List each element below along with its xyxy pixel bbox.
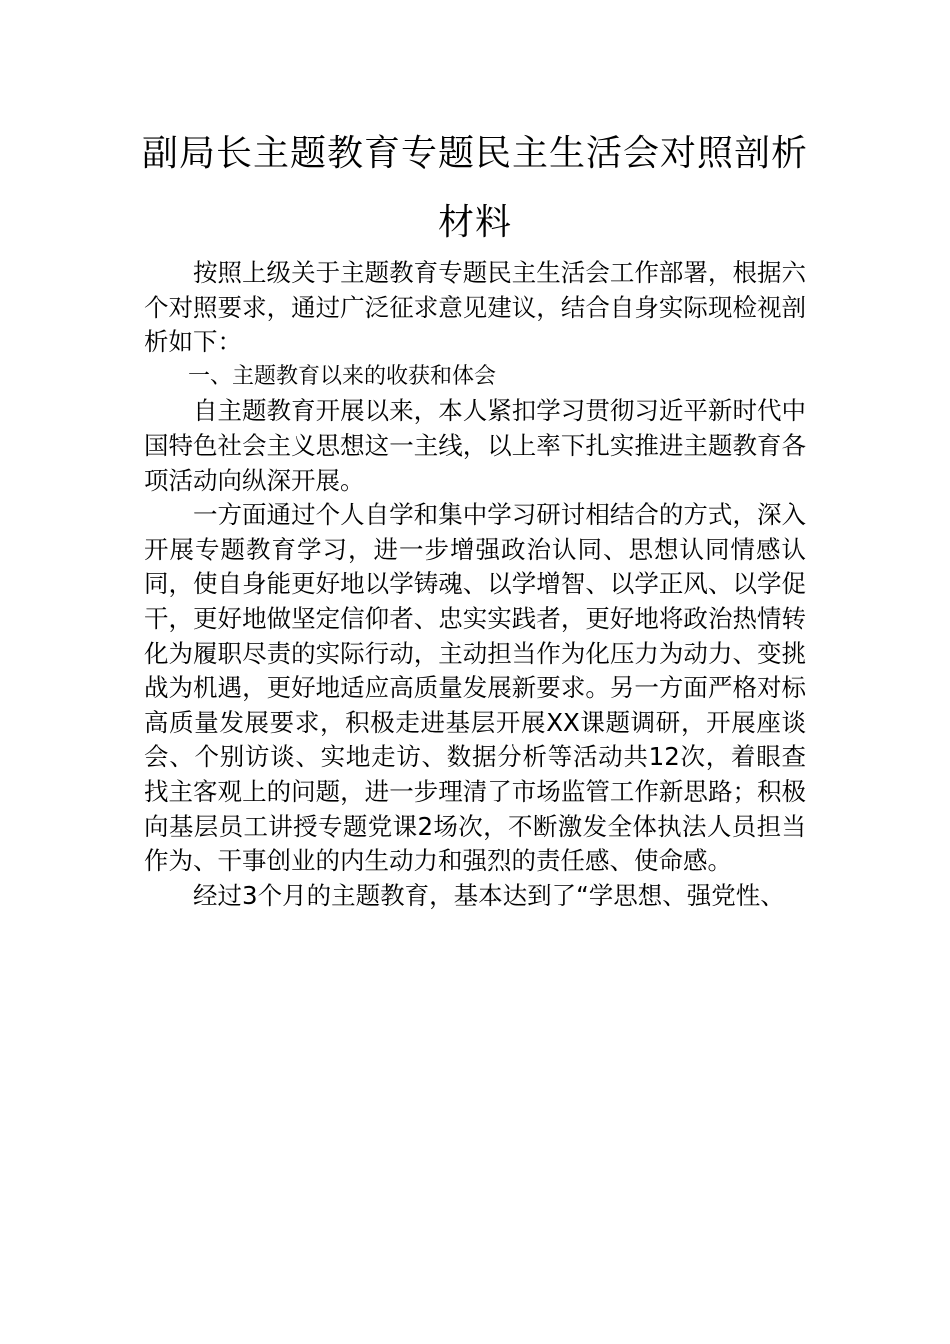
body-paragraph-3: 经过3个月的主题教育，基本达到了“学思想、强党性、 — [193, 880, 785, 910]
body-paragraph-2: 一方面通过个人自学和集中学习研讨相结合的方式，深入开展专题教育学习，进一步增强政治认同、思想认同情感认同，使自身能更好地以学铸魂、以学增智、以学正风、以学促干，更好地做坚定信仰者、忠实实践者，更好地将政治热情转化为履职尽责的实际行动，主动担当作为化压力为动力、变挑战为机遇，更好地适应高质量发展新要求。另一方面严格对标高质量发展要求，积极走进基层开展XX课题调研，开展座谈会、个别访谈、实地走访、数据分析等活动共12次，着眼查找主客观上的问题，进一步理清了市场监管工作新思路；积极向基层员工讲授专题党课2场次，不断激发全体执法人员担当作为、干事创业的内生动力和强烈的责任感、使命感。 — [144, 500, 806, 876]
document-title-line-1: 副局长主题教育专题民主生活会对照剖析 — [141, 133, 808, 174]
section-heading: 一、主题教育以来的收获和体会 — [188, 363, 497, 389]
body-paragraph-1: 自主题教育开展以来，本人紧扣学习贯彻习近平新时代中国特色社会主义思想这一主线，以上率下扎实推进主题教育各项活动向纵深开展。 — [144, 396, 806, 495]
document-title-line-2: 材料 — [437, 202, 512, 243]
document-body — [144, 256, 806, 913]
intro-paragraph: 按照上级关于主题教育专题民主生活会工作部署，根据六个对照要求，通过广泛征求意见建议，结合自身实际现检视剖析如下： — [144, 258, 806, 357]
